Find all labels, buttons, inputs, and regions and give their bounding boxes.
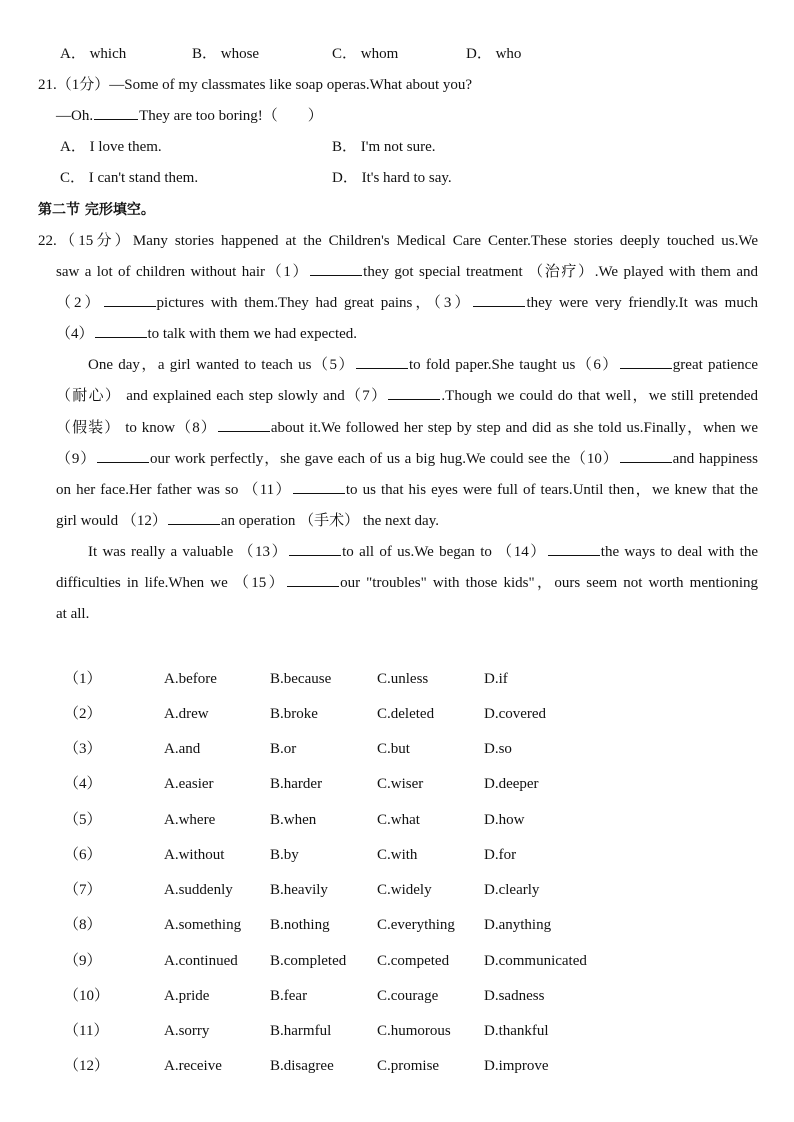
choice-a: A.continued: [164, 953, 238, 969]
blank: [620, 354, 672, 369]
choice-row: [64, 664, 664, 699]
q21-option-a: A． I love them.: [60, 139, 162, 155]
choice-c: C.with: [377, 847, 418, 863]
choice-a: A.without: [164, 847, 225, 863]
choice-row: [64, 805, 664, 840]
choice-row: [64, 769, 664, 804]
choice-a: A.pride: [164, 988, 210, 1004]
q20-option-b: B． whose: [192, 46, 260, 62]
choice-number: （12）: [64, 1058, 110, 1074]
choice-row: [64, 910, 664, 945]
choice-a: A.sorry: [164, 1023, 210, 1039]
blank: [94, 105, 138, 120]
blank: [620, 448, 672, 463]
choice-number: （3）: [64, 741, 102, 757]
blank: [218, 417, 270, 432]
choice-number: （1）: [64, 671, 102, 687]
choice-d: D.if: [484, 671, 508, 687]
choice-row: [64, 1051, 664, 1086]
choice-d: D.improve: [484, 1058, 549, 1074]
choice-number: （4）: [64, 776, 102, 792]
choice-a: A.before: [164, 671, 217, 687]
choice-c: C.but: [377, 741, 410, 757]
passage-line: on her face.Her father was so （11） to us that his eyes were full of tears.Until then，we knew that the: [56, 475, 758, 506]
choice-c: C.unless: [377, 671, 429, 687]
blank: [310, 261, 362, 276]
passage-line: girl would （12） an operation （手术） the next day.: [56, 506, 439, 537]
choice-a: A.and: [164, 741, 201, 757]
choice-number: （7）: [64, 882, 102, 898]
choice-row: [64, 875, 664, 910]
blank: [287, 572, 339, 587]
choice-a: A.receive: [164, 1058, 222, 1074]
blank: [356, 354, 408, 369]
choice-d: D.sadness: [484, 988, 545, 1004]
choice-c: C.deleted: [377, 706, 435, 722]
choice-b: B.by: [270, 847, 299, 863]
choice-row: [64, 699, 664, 734]
choice-d: D.communicated: [484, 953, 587, 969]
choice-b: B.harder: [270, 776, 323, 792]
choice-b: B.heavily: [270, 882, 328, 898]
blank: [95, 323, 147, 338]
q21-reply: [56, 101, 323, 132]
q21-reply-prefix: —Oh.: [56, 108, 94, 124]
choice-row: [64, 1016, 664, 1051]
choice-d: D.thankful: [484, 1023, 549, 1039]
choice-number: （11）: [64, 1023, 109, 1039]
choice-number: （10）: [64, 988, 110, 1004]
choice-a: A.easier: [164, 776, 214, 792]
choice-d: D.deeper: [484, 776, 539, 792]
choice-d: D.anything: [484, 917, 552, 933]
section-title: 第二节 完形填空。: [38, 202, 155, 218]
choice-b: B.disagree: [270, 1058, 334, 1074]
q20-option-a: A． which: [60, 46, 127, 62]
choice-b: B.completed: [270, 953, 347, 969]
choice-row: [64, 946, 664, 981]
choice-number: （9）: [64, 953, 102, 969]
passage-line: 22.（15分）Many stories happened at the Children's Medical Care Center.These stories deeply touched us.We: [38, 233, 758, 249]
choice-c: C.widely: [377, 882, 432, 898]
choice-c: C.what: [377, 812, 420, 828]
choice-a: A.suddenly: [164, 882, 233, 898]
choice-a: A.drew: [164, 706, 209, 722]
choice-c: C.everything: [377, 917, 455, 933]
q21-stem: 21.（1分）—Some of my classmates like soap operas.What about you?: [38, 77, 473, 93]
blank: [104, 292, 156, 307]
choice-b: B.nothing: [270, 917, 330, 933]
choice-d: D.for: [484, 847, 517, 863]
blank: [97, 448, 149, 463]
q21-option-b: B． I'm not sure.: [332, 139, 436, 155]
choice-row: [64, 840, 664, 875]
choice-number: （8）: [64, 917, 102, 933]
passage-line: （2） pictures with them.They had great pains，（3） they were very friendly.It was much: [56, 288, 758, 319]
choice-a: A.something: [164, 917, 242, 933]
blank: [473, 292, 525, 307]
passage-line: One day，a girl wanted to teach us（5） to fold paper.She taught us（6） great patience: [88, 350, 758, 381]
blank: [168, 510, 220, 525]
passage-line: at all.: [56, 606, 90, 622]
choice-number: （2）: [64, 706, 102, 722]
passage-line: difficulties in life.When we （15） our "troubles" with those kids"，ours seem not worth mentioning: [56, 568, 758, 599]
q21-reply-suffix: They are too boring!（ ）: [139, 108, 323, 124]
choice-b: B.fear: [270, 988, 308, 1004]
choice-d: D.so: [484, 741, 512, 757]
blank: [388, 385, 440, 400]
blank: [289, 541, 341, 556]
choice-b: B.broke: [270, 706, 318, 722]
choice-b: B.harmful: [270, 1023, 332, 1039]
q20-option-d: D． who: [466, 46, 522, 62]
q21-option-d: D． It's hard to say.: [332, 170, 452, 186]
choice-c: C.promise: [377, 1058, 440, 1074]
choice-row: [64, 981, 664, 1016]
passage-line: saw a lot of children without hair（1） they got special treatment （治疗）.We played with them and: [56, 257, 758, 288]
choice-c: C.wiser: [377, 776, 424, 792]
blank: [548, 541, 600, 556]
passage-line: （4） to talk with them we had expected.: [56, 319, 357, 350]
q20-option-c: C． whom: [332, 46, 399, 62]
choice-d: D.clearly: [484, 882, 540, 898]
choice-c: C.humorous: [377, 1023, 451, 1039]
choice-d: D.covered: [484, 706, 547, 722]
blank: [293, 479, 345, 494]
q21-option-c: C． I can't stand them.: [60, 170, 199, 186]
choice-b: B.when: [270, 812, 317, 828]
choice-b: B.or: [270, 741, 297, 757]
choice-a: A.where: [164, 812, 216, 828]
passage-line: （假装） to know（8） about it.We followed her step by step and did as she told us.Finally，when we: [56, 413, 758, 444]
passage-line: （耐心） and explained each step slowly and（7） .Though we could do that well，we still pretended: [56, 381, 758, 412]
passage-line: （9） our work perfectly，she gave each of us a big hug.We could see the（10） and happiness: [56, 444, 758, 475]
choice-c: C.courage: [377, 988, 439, 1004]
passage-line: It was really a valuable （13） to all of us.We began to （14） the ways to deal with the: [88, 537, 758, 568]
choice-c: C.competed: [377, 953, 450, 969]
choice-number: （6）: [64, 847, 102, 863]
choice-d: D.how: [484, 812, 525, 828]
choice-row: [64, 734, 664, 769]
choice-b: B.because: [270, 671, 332, 687]
choice-number: （5）: [64, 812, 102, 828]
